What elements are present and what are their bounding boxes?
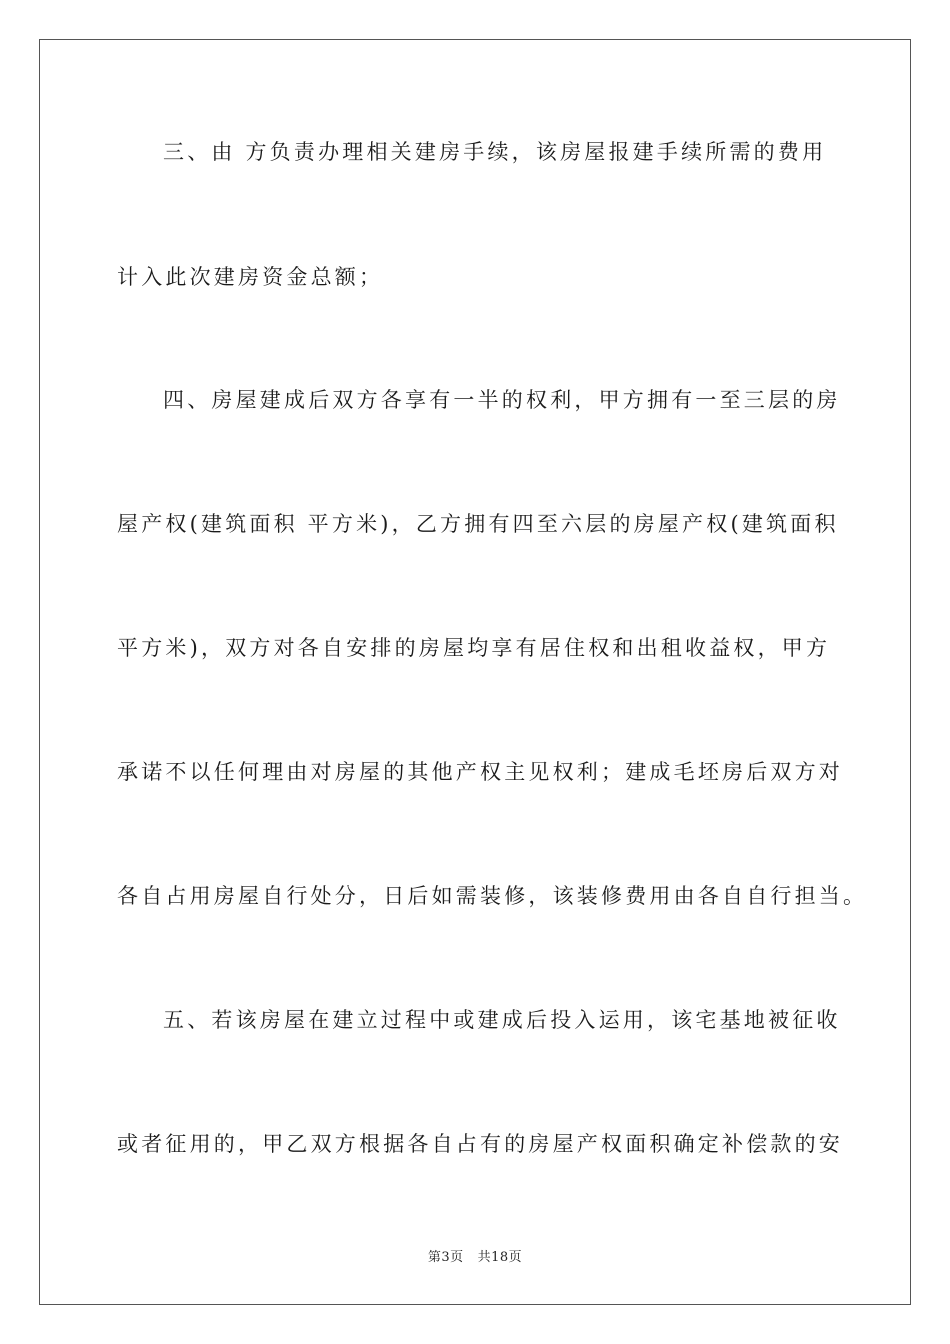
paragraph-3-line-1: 三、由 方负责办理相关建房手续，该房屋报建手续所需的费用 bbox=[163, 140, 827, 164]
paragraph-4-line-4: 承诺不以任何理由对房屋的其他产权主见权利；建成毛坯房后双方对 bbox=[117, 760, 843, 784]
paragraph-5-line-2: 或者征用的，甲乙双方根据各自占有的房屋产权面积确定补偿款的安 bbox=[117, 1132, 843, 1156]
page-footer bbox=[0, 1246, 950, 1265]
paragraph-4-line-2: 屋产权(建筑面积 平方米)，乙方拥有四至六层的房屋产权(建筑面积 bbox=[117, 512, 839, 536]
page-total: 共18页 bbox=[477, 1250, 523, 1265]
paragraph-4-line-5: 各自占用房屋自行处分，日后如需装修，该装修费用由各自自行担当。 bbox=[117, 884, 868, 908]
page-number: 第3页 bbox=[427, 1250, 464, 1265]
paragraph-3-line-2: 计入此次建房资金总额； bbox=[117, 265, 384, 289]
paragraph-4-line-3: 平方米)，双方对各自安排的房屋均享有居住权和出租收益权，甲方 bbox=[117, 636, 831, 660]
paragraph-4-line-1: 四、房屋建成后双方各享有一半的权利，甲方拥有一至三层的房 bbox=[163, 388, 841, 412]
page-border bbox=[39, 39, 911, 1305]
paragraph-5-line-1: 五、若该房屋在建立过程中或建成后投入运用，该宅基地被征收 bbox=[163, 1008, 841, 1032]
